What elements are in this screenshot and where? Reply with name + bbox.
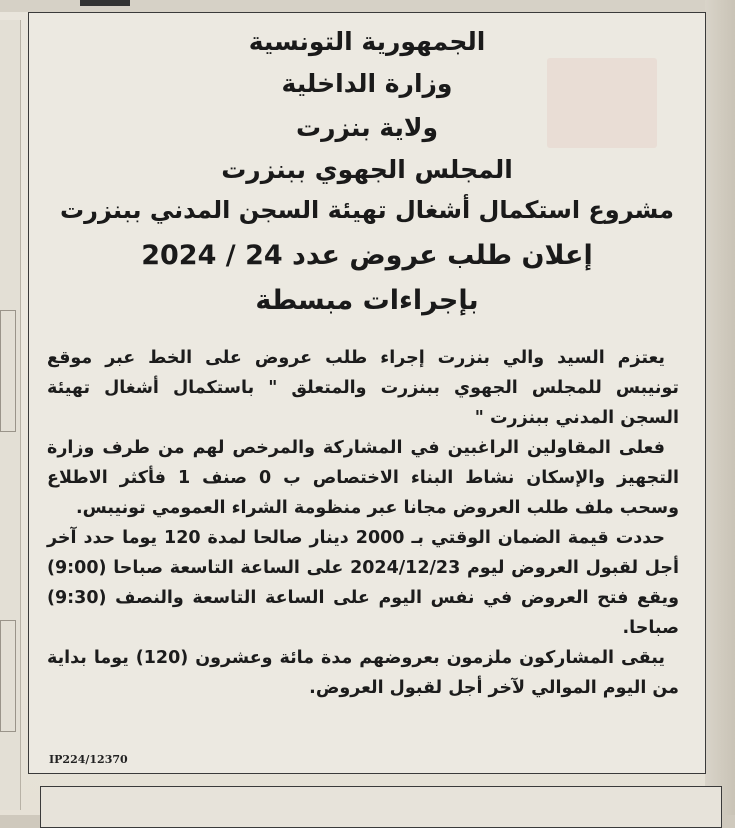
left-adjacent-box	[0, 620, 16, 732]
header-republic: الجمهورية التونسية	[248, 27, 486, 56]
right-page-edge	[705, 0, 735, 815]
next-notice-box	[40, 786, 722, 828]
header-ministry: وزارة الداخلية	[281, 69, 453, 98]
left-adjacent-box	[0, 310, 16, 432]
procedure-title: بإجراءات مبسطة	[255, 285, 479, 316]
paragraph-validity: يبقى المشاركون ملزمون بعروضهم مدة مائة وعشرون (120) يوما بداية من اليوم الموالي لآخر أجل لقبول العروض.	[47, 648, 679, 698]
reference-code: IP224/12370	[49, 753, 128, 766]
top-edge-mark	[80, 0, 130, 6]
paragraph-announcement: يعتزم السيد والي بنزرت إجراء طلب عروض على الخط عبر موقع تونيبس للمجلس الجهوي ببنزرت والمتعلق " باستكمال أشغال تهيئة السجن المدني ببنزرت "	[47, 348, 679, 428]
announcement-title: إعلان طلب عروض عدد 24 / 2024	[141, 240, 593, 271]
project-title: مشروع استكمال أشغال تهيئة السجن المدني ببنزرت	[60, 196, 674, 224]
paragraph-eligibility: فعلى المقاولين الراغبين في المشاركة والمرخص لهم من طرف وزارة التجهيز والإسكان نشاط البناء الاختصاص ب 0 صنف 1 فأكثر الاطلاع وسحب ملف طلب العروض مجانا عبر منظومة الشراء العمومي تونيبس.	[47, 438, 679, 518]
header-governorate: ولاية بنزرت	[295, 113, 439, 142]
notice-body	[47, 343, 679, 703]
header-council: المجلس الجهوي ببنزرت	[221, 155, 513, 184]
paragraph-guarantee-deadline: حددت قيمة الضمان الوقتي بـ 2000 دينار صالحا لمدة 120 يوما حدد آخر أجل لقبول العروض ليوم 2024/12/23 على الساعة التاسعة صباحا (9:00) ويقع فتح العروض في نفس اليوم على الساعة التاسعة والنصف (9:30) صباحا.	[47, 528, 679, 638]
left-adjacent-column	[0, 20, 21, 810]
tender-notice	[28, 12, 706, 774]
